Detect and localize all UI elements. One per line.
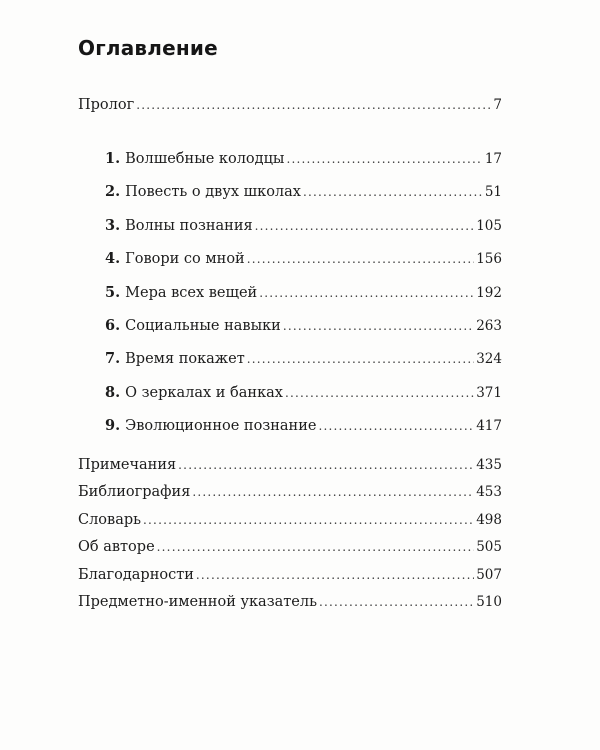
toc-entry-back-matter[interactable]	[78, 594, 502, 614]
toc-entry-label: Благодарности	[78, 566, 194, 583]
toc-entry-page: 192	[476, 284, 502, 301]
dot-leader	[259, 286, 474, 300]
chapter-number: 1.	[105, 150, 121, 167]
chapter-number: 3.	[105, 216, 121, 234]
toc-entry-chapter[interactable]	[105, 384, 502, 404]
toc-entry-label: Говори со мной	[125, 251, 245, 268]
toc-entry-page: 263	[476, 318, 502, 334]
dot-leader	[286, 152, 482, 166]
chapter-number: 6.	[105, 317, 121, 334]
toc-entry-page: 371	[476, 384, 502, 401]
dot-leader	[247, 252, 475, 266]
dot-leader	[255, 219, 475, 233]
dot-leader	[157, 540, 475, 554]
toc-entry-label: Волшебные колодцы	[125, 151, 285, 167]
toc-entry-page: 510	[476, 594, 502, 610]
toc-entry-label: О зеркалах и банках	[125, 384, 283, 401]
toc-entry-label: Мера всех вещей	[125, 284, 258, 301]
toc-entry-page: 105	[476, 217, 502, 234]
chapter-number: 8.	[105, 383, 121, 401]
toc-entry-label: Предметно-именной указатель	[78, 594, 317, 610]
dot-leader	[136, 98, 491, 112]
toc-entry-chapter[interactable]	[105, 217, 502, 237]
toc-entry-chapter[interactable]	[105, 284, 502, 304]
chapter-number: 4.	[105, 250, 121, 268]
toc-entry-page: 417	[476, 418, 502, 435]
toc-entry-chapter[interactable]	[105, 250, 502, 270]
dot-leader	[247, 352, 474, 366]
dot-leader	[303, 185, 483, 199]
chapter-number: 2.	[105, 183, 121, 201]
toc-entry-page: 498	[476, 511, 502, 528]
toc-entry-page: 51	[484, 184, 502, 201]
chapter-number: 5.	[105, 283, 121, 301]
dot-leader	[285, 386, 474, 400]
toc-entry-page: 507	[476, 566, 502, 583]
toc-entry-label: Социальные навыки	[125, 318, 281, 334]
toc-entry-chapter[interactable]	[105, 417, 502, 437]
dot-leader	[319, 595, 474, 609]
toc-entry-page: 505	[476, 539, 502, 556]
toc-entry-page: 453	[476, 484, 502, 501]
dot-leader	[143, 513, 474, 527]
dot-leader	[283, 319, 474, 333]
toc-entry-chapter[interactable]	[105, 150, 502, 170]
toc-entry-page: 17	[484, 151, 502, 167]
toc-entry-label: Время покажет	[125, 351, 245, 368]
toc-entry-label: Эволюционное познание	[125, 418, 317, 435]
dot-leader	[192, 485, 474, 499]
toc-entry-label: Примечания	[78, 457, 177, 473]
page-title: Оглавление	[78, 36, 218, 60]
toc-entry-back-matter[interactable]	[78, 457, 502, 477]
dot-leader	[196, 568, 474, 582]
dot-leader	[178, 458, 474, 472]
toc-entry-page: 435	[476, 457, 502, 473]
toc-entry-back-matter[interactable]	[78, 484, 502, 504]
toc-entry-back-matter[interactable]	[78, 567, 502, 587]
toc-entry-label: Волны познания	[125, 217, 253, 234]
toc-entry-back-matter[interactable]	[78, 512, 502, 532]
toc-entry-label: Пролог	[78, 97, 135, 113]
toc-entry-label: Библиография	[78, 484, 191, 501]
toc-entry-prolog[interactable]	[78, 97, 502, 117]
toc-entry-back-matter[interactable]	[78, 539, 502, 559]
toc-entry-page: 7	[493, 97, 502, 113]
toc-entry-page: 156	[476, 251, 502, 268]
toc-entry-page: 324	[476, 351, 502, 368]
toc-entry-chapter[interactable]	[105, 183, 502, 203]
toc-entry-label: Об авторе	[78, 539, 155, 556]
toc-entry-chapter[interactable]	[105, 350, 502, 370]
dot-leader	[318, 419, 474, 433]
toc-entry-label: Повесть о двух школах	[125, 184, 301, 201]
toc-entry-label: Словарь	[78, 511, 142, 528]
toc-entry-chapter[interactable]	[105, 317, 502, 337]
chapter-number: 9.	[105, 417, 121, 435]
chapter-number: 7.	[105, 350, 121, 368]
